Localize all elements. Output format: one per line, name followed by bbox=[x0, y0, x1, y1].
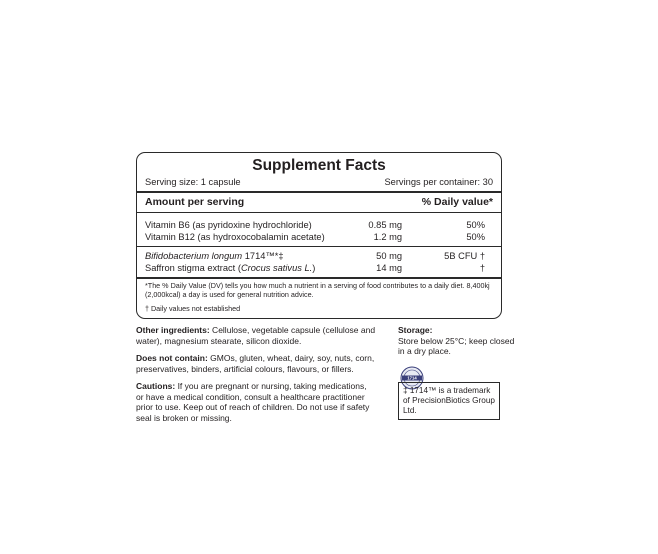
serving-size: Serving size: 1 capsule bbox=[145, 177, 241, 187]
bifido-amount: 50 mg bbox=[376, 251, 402, 261]
label-left-column bbox=[136, 325, 376, 430]
divider-thick bbox=[137, 191, 501, 193]
divider-thick bbox=[137, 277, 501, 279]
other-ingredients: Other ingredients: Cellulose, vegetable capsule (cellulose and water), magnesium stearate, silicon dioxide. bbox=[136, 325, 376, 346]
supplement-facts-panel bbox=[136, 152, 502, 319]
daily-value-footnote: *The % Daily Value (DV) tells you how much a nutrient in a serving of food contributes to a daily diet. 8,400kj (2,000kcal) a day is used for general nutrition advice. bbox=[145, 281, 490, 299]
nutrient-amount: 1.2 mg bbox=[373, 232, 402, 242]
storage-text: Store below 25°C; keep closed in a dry place. bbox=[398, 335, 515, 356]
servings-per-container: Servings per container: 30 bbox=[384, 177, 493, 187]
nutrient-dv: 50% bbox=[466, 220, 485, 230]
saffron-dv: † bbox=[479, 263, 485, 273]
nutrient-dv: 50% bbox=[466, 232, 485, 242]
panel-title: Supplement Facts bbox=[252, 157, 386, 174]
divider bbox=[137, 246, 501, 247]
cautions: Cautions: If you are pregnant or nursing, taking medications, or have a medical condition, consult a healthcare practitioner prior to use. Keep out of reach of children. Do not use if safety seal is broken or missing. bbox=[136, 381, 370, 423]
divider bbox=[137, 212, 501, 213]
badge-text: 1714 bbox=[407, 375, 417, 381]
nutrient-name: Vitamin B12 (as hydroxocobalamin acetate) bbox=[145, 232, 325, 242]
daily-value-header: % Daily value* bbox=[421, 196, 493, 208]
not-established-footnote: † Daily values not established bbox=[145, 304, 241, 313]
amount-header: Amount per serving bbox=[145, 196, 245, 208]
bifido-name: Bifidobacterium longum 1714™*‡ bbox=[145, 251, 284, 261]
nutrient-amount: 0.85 mg bbox=[368, 220, 402, 230]
nutrient-name: Vitamin B6 (as pyridoxine hydrochloride) bbox=[145, 220, 312, 230]
saffron-name: Saffron stigma extract (Crocus sativus L.) bbox=[145, 263, 316, 273]
storage-label: Storage: bbox=[398, 325, 433, 335]
does-not-contain: Does not contain: GMOs, gluten, wheat, dairy, soy, nuts, corn, preservatives, binders, artificial colours, flavours, or fillers. bbox=[136, 353, 375, 374]
bifido-dv: 5B CFU † bbox=[444, 251, 485, 261]
trademark-notice: ‡ 1714™ is a trademark of PrecisionBiotics Group Ltd. bbox=[398, 382, 500, 420]
label-right-column bbox=[398, 325, 523, 357]
saffron-amount: 14 mg bbox=[376, 263, 402, 273]
